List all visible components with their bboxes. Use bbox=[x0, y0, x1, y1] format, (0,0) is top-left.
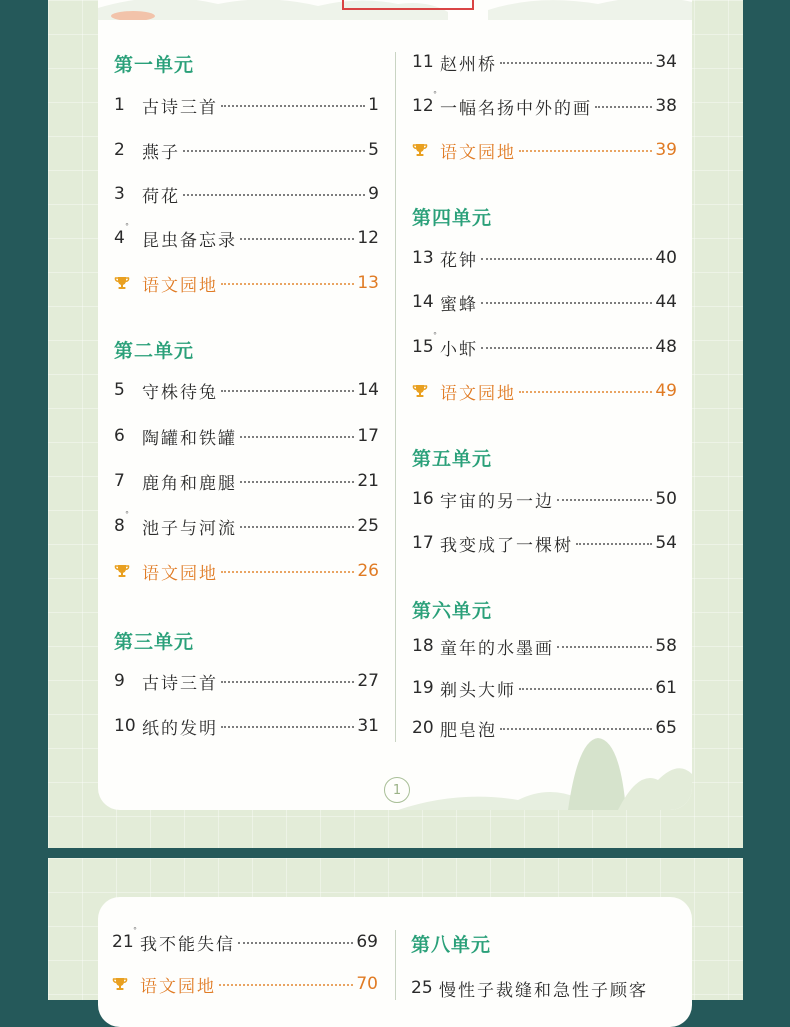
trophy-icon bbox=[412, 142, 440, 158]
entry-page: 34 bbox=[655, 52, 677, 72]
entry-page: 21 bbox=[357, 471, 379, 491]
leader-dots bbox=[238, 942, 353, 944]
toc-entry[interactable] bbox=[114, 510, 379, 539]
leader-dots bbox=[221, 390, 354, 392]
leader-dots bbox=[221, 283, 354, 285]
trophy-icon bbox=[112, 976, 140, 992]
entry-number-text: 16 bbox=[412, 489, 434, 509]
entry-title: 古诗三首 bbox=[142, 97, 218, 118]
entry-page: 49 bbox=[655, 381, 677, 401]
leader-dots bbox=[240, 526, 354, 528]
entry-number-text: 17 bbox=[412, 533, 434, 553]
toc-entry[interactable] bbox=[114, 378, 379, 402]
entry-number-text: 13 bbox=[412, 248, 434, 268]
entry-number bbox=[412, 90, 440, 116]
entry-number-text: 19 bbox=[412, 678, 434, 698]
entry-number-text: 21 bbox=[112, 932, 134, 952]
trophy-icon bbox=[412, 383, 440, 399]
entry-page: 9 bbox=[368, 184, 379, 204]
entry-number-text: 12 bbox=[412, 96, 434, 116]
toc-entry[interactable] bbox=[412, 50, 677, 74]
leader-dots bbox=[221, 105, 365, 107]
entry-number bbox=[114, 95, 142, 115]
toc-entry[interactable] bbox=[411, 976, 681, 1000]
entry-title: 陶罐和铁罐 bbox=[142, 428, 237, 449]
entry-number bbox=[114, 380, 142, 400]
unit-heading: 第一单元 bbox=[114, 54, 195, 76]
entry-title: 我变成了一棵树 bbox=[440, 535, 573, 556]
entry-page: 48 bbox=[655, 337, 677, 357]
toc-entry-garden[interactable] bbox=[412, 379, 677, 403]
entry-number-text: 3 bbox=[114, 184, 125, 204]
entry-title: 语文园地 bbox=[142, 275, 218, 296]
entry-number bbox=[114, 471, 142, 491]
entry-title: 语文园地 bbox=[140, 976, 216, 997]
entry-title: 守株待兔 bbox=[142, 382, 218, 403]
entry-number bbox=[114, 716, 142, 736]
entry-number bbox=[412, 718, 440, 738]
toc-entry[interactable] bbox=[412, 531, 677, 555]
entry-title: 荷花 bbox=[142, 186, 180, 207]
leader-dots bbox=[557, 646, 652, 648]
leader-dots bbox=[219, 984, 353, 986]
toc-entry-garden[interactable] bbox=[112, 972, 378, 996]
entry-page: 44 bbox=[655, 292, 677, 312]
entry-number-text: 6 bbox=[114, 426, 125, 446]
entry-title: 慢性子裁缝和急性子顾客 bbox=[439, 980, 648, 1001]
unit-heading: 第二单元 bbox=[114, 340, 195, 362]
entry-number-text: 1 bbox=[114, 95, 125, 115]
toc-entry[interactable] bbox=[412, 634, 677, 658]
leader-dots bbox=[221, 681, 354, 683]
entry-title: 童年的水墨画 bbox=[440, 638, 554, 659]
toc-entry[interactable] bbox=[112, 926, 378, 955]
entry-page: 50 bbox=[655, 489, 677, 509]
toc-entry[interactable] bbox=[114, 469, 379, 493]
entry-number-text: 10 bbox=[114, 716, 136, 736]
optional-mark-icon: ° bbox=[433, 331, 437, 340]
entry-title: 蜜蜂 bbox=[440, 294, 478, 315]
entry-title: 语文园地 bbox=[440, 142, 516, 163]
entry-title: 昆虫备忘录 bbox=[142, 230, 237, 251]
toc-entry[interactable] bbox=[114, 93, 379, 117]
leader-dots bbox=[519, 150, 652, 152]
entry-page: 38 bbox=[655, 96, 677, 116]
entry-page: 65 bbox=[655, 718, 677, 738]
leader-dots bbox=[595, 106, 652, 108]
leader-dots bbox=[576, 543, 652, 545]
toc-entry[interactable] bbox=[412, 676, 677, 700]
optional-mark-icon: ° bbox=[433, 90, 437, 99]
toc-entry-garden[interactable] bbox=[114, 559, 379, 583]
entry-page: 69 bbox=[356, 932, 378, 952]
entry-page: 26 bbox=[357, 561, 379, 581]
entry-title: 燕子 bbox=[142, 142, 180, 163]
entry-number-text: 25 bbox=[411, 978, 433, 998]
entry-title: 宇宙的另一边 bbox=[440, 491, 554, 512]
optional-mark-icon: ° bbox=[125, 222, 129, 231]
toc-entry[interactable] bbox=[114, 714, 379, 738]
toc-entry[interactable] bbox=[114, 182, 379, 206]
entry-page: 27 bbox=[357, 671, 379, 691]
entry-number bbox=[412, 292, 440, 312]
entry-title: 肥皂泡 bbox=[440, 720, 497, 741]
entry-page: 14 bbox=[357, 380, 379, 400]
page-number: 1 bbox=[384, 777, 410, 803]
toc-entry-garden[interactable] bbox=[412, 138, 677, 162]
entry-number bbox=[114, 140, 142, 160]
leader-dots bbox=[500, 62, 652, 64]
entry-page: 61 bbox=[655, 678, 677, 698]
entry-page: 40 bbox=[655, 248, 677, 268]
entry-number bbox=[412, 331, 440, 357]
entry-page: 58 bbox=[655, 636, 677, 656]
entry-number bbox=[114, 184, 142, 204]
entry-title: 我不能失信 bbox=[140, 934, 235, 955]
entry-number-text: 18 bbox=[412, 636, 434, 656]
entry-number bbox=[412, 678, 440, 698]
leader-dots bbox=[481, 258, 652, 260]
entry-title: 语文园地 bbox=[440, 383, 516, 404]
entry-title: 鹿角和鹿腿 bbox=[142, 473, 237, 494]
entry-title: 语文园地 bbox=[142, 563, 218, 584]
entry-number bbox=[112, 926, 140, 952]
entry-number-text: 2 bbox=[114, 140, 125, 160]
leader-dots bbox=[500, 728, 652, 730]
toc-entry[interactable] bbox=[114, 222, 379, 251]
column-divider-page-two bbox=[395, 930, 396, 1000]
toc-entry[interactable] bbox=[412, 716, 677, 740]
entry-page: 70 bbox=[356, 974, 378, 994]
trophy-icon bbox=[114, 275, 142, 291]
toc-entry[interactable] bbox=[412, 487, 677, 511]
entry-number-text: 5 bbox=[114, 380, 125, 400]
optional-mark-icon: ° bbox=[125, 510, 129, 519]
leader-dots bbox=[481, 302, 652, 304]
entry-number-text: 4 bbox=[114, 228, 125, 248]
entry-number bbox=[412, 248, 440, 268]
entry-number-text: 20 bbox=[412, 718, 434, 738]
entry-title: 花钟 bbox=[440, 250, 478, 271]
toc-entry[interactable] bbox=[412, 331, 677, 360]
leader-dots bbox=[240, 238, 354, 240]
leader-dots bbox=[240, 436, 354, 438]
unit-heading: 第四单元 bbox=[412, 207, 493, 229]
entry-number-text: 14 bbox=[412, 292, 434, 312]
entry-page: 25 bbox=[357, 516, 379, 536]
entry-number bbox=[412, 533, 440, 553]
toc-entry[interactable] bbox=[114, 138, 379, 162]
entry-title: 古诗三首 bbox=[142, 673, 218, 694]
column-divider bbox=[395, 52, 396, 742]
toc-entry[interactable] bbox=[412, 246, 677, 270]
toc-entry[interactable] bbox=[114, 669, 379, 693]
entry-page: 5 bbox=[368, 140, 379, 160]
leader-dots bbox=[221, 726, 354, 728]
leader-dots bbox=[519, 391, 652, 393]
toc-entry[interactable] bbox=[412, 90, 677, 119]
entry-title: 一幅名扬中外的画 bbox=[440, 98, 592, 119]
entry-number bbox=[412, 636, 440, 656]
entry-number-text: 8 bbox=[114, 516, 125, 536]
unit-heading: 第三单元 bbox=[114, 631, 195, 653]
entry-number bbox=[114, 222, 142, 248]
entry-page: 13 bbox=[357, 273, 379, 293]
entry-number-text: 7 bbox=[114, 471, 125, 491]
leader-dots bbox=[519, 688, 652, 690]
entry-title: 剃头大师 bbox=[440, 680, 516, 701]
entry-page: 1 bbox=[368, 95, 379, 115]
entry-page: 12 bbox=[357, 228, 379, 248]
trophy-icon bbox=[114, 563, 142, 579]
toc-entry[interactable] bbox=[412, 290, 677, 314]
entry-page: 31 bbox=[357, 716, 379, 736]
entry-title: 小虾 bbox=[440, 339, 478, 360]
unit-heading: 第六单元 bbox=[412, 600, 493, 622]
entry-page: 54 bbox=[655, 533, 677, 553]
entry-page: 39 bbox=[655, 140, 677, 160]
entry-title: 池子与河流 bbox=[142, 518, 237, 539]
bottom-mountain-decoration bbox=[398, 730, 692, 810]
leader-dots bbox=[221, 571, 354, 573]
entry-number bbox=[411, 978, 439, 998]
leader-dots bbox=[557, 499, 652, 501]
optional-mark-icon: ° bbox=[133, 926, 137, 935]
entry-number bbox=[412, 489, 440, 509]
entry-number bbox=[412, 52, 440, 72]
toc-entry[interactable] bbox=[114, 424, 379, 448]
entry-number-text: 15 bbox=[412, 337, 434, 357]
entry-number bbox=[114, 671, 142, 691]
leader-dots bbox=[240, 481, 354, 483]
toc-entry-garden[interactable] bbox=[114, 271, 379, 295]
unit-heading: 第五单元 bbox=[412, 448, 493, 470]
entry-number bbox=[114, 426, 142, 446]
entry-page: 17 bbox=[357, 426, 379, 446]
leader-dots bbox=[183, 194, 365, 196]
title-frame-decoration bbox=[342, 0, 474, 10]
leader-dots bbox=[183, 150, 365, 152]
entry-number-text: 9 bbox=[114, 671, 125, 691]
entry-number bbox=[114, 510, 142, 536]
leader-dots bbox=[481, 347, 652, 349]
unit-heading: 第八单元 bbox=[411, 934, 492, 956]
entry-number-text: 11 bbox=[412, 52, 434, 72]
entry-title: 纸的发明 bbox=[142, 718, 218, 739]
entry-title: 赵州桥 bbox=[440, 54, 497, 75]
